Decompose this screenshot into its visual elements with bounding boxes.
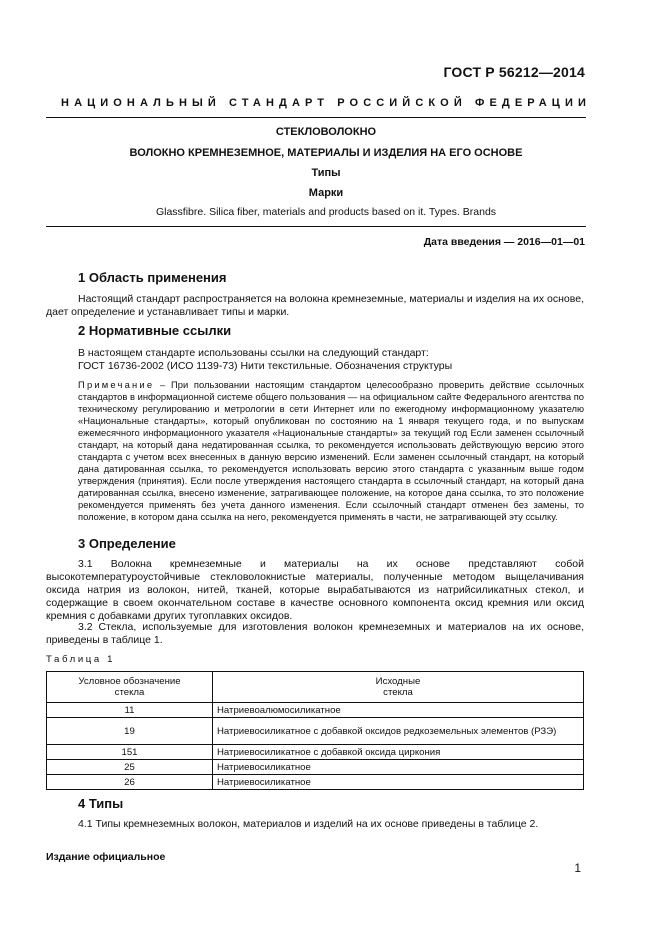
title-types: Типы xyxy=(311,167,341,179)
official-edition-label: Издание официальное xyxy=(46,851,166,863)
section-2-note xyxy=(78,379,584,523)
section-2-heading: 2 Нормативные ссылки xyxy=(78,323,232,338)
title-rule xyxy=(46,226,586,227)
section-1-heading: 1 Область применения xyxy=(78,270,227,285)
table-row xyxy=(47,775,584,790)
table-cell-code: 26 xyxy=(47,775,213,790)
section-2-line-2: ГОСТ 16736-2002 (ИСО 1139-73) Нити текстильные. Обозначения структуры xyxy=(78,360,453,372)
table-cell-glass: Натриевосиликатное с добавкой оксида циркония xyxy=(213,745,584,760)
table-1-label: Таблица 1 xyxy=(46,654,116,665)
section-3-paragraph-1: 3.1 Волокна кремнеземные и материалы на их основе представляют собой высокотемпературоустойчивые стекловолокнистые материалы, полученные методом выщелачивания оксида натрия из волокон, нитей, тканей, которые вырабатываются из натрийсиликатных стекол, и содержащие в своем окончательном составе в качестве основного компонента оксид кремния или оксид кремния с добавками других тугоплавких оксидов. xyxy=(46,558,584,622)
table-header-row xyxy=(47,672,584,703)
title-brands: Марки xyxy=(308,187,344,199)
table-row xyxy=(47,718,584,745)
note-label: Примечание xyxy=(78,379,155,390)
section-4-heading: 4 Типы xyxy=(78,796,124,811)
introduction-date: Дата введения — 2016—01—01 xyxy=(423,236,585,248)
table-row xyxy=(47,703,584,718)
table-cell-code: 25 xyxy=(47,760,213,775)
table-cell-code: 151 xyxy=(47,745,213,760)
section-2-line-1: В настоящем стандарте использованы ссылки на следующий стандарт: xyxy=(78,347,429,359)
note-text: – При пользовании настоящим стандартом целесообразно проверить действие ссылочных стандартов в информационной системе общего пользования — на официальном сайте Федерального агентства по техническому регулированию и метрологии в сети Интернет или по ежегодному информационному указателю «Национальные стандарты», который опубликован по состоянию на 1 января текущего года, и по выпускам ежемесячного информационного указателя «Национальные стандарты» за текущий год Если заменен ссылочный стандарт, на который дана недатированная ссылка, то рекомендуется использовать действующую версию этого стандарта с учетом всех внесенных в данную версию изменений. Если заменен ссылочный стандарт, на который дана датированная ссылка, то рекомендуется использовать версию этого стандарта с указанным выше годом утверждения (принятия). Если после утверждения настоящего стандарта в ссылочный стандарт, на который дана датированная ссылка, внесено изменение, затрагивающее положение, на которое дана ссылка, то это положение рекомендуется применять без учета данного изменения. Если ссылочный стандарт отменен без замены, то положение, в котором дана ссылка на него, рекомендуется применять в части, не затрагивающей эту ссылку. xyxy=(78,379,584,522)
section-1-text: Настоящий стандарт распространяется на волокна кремнеземные, материалы и изделия на их основе, дает определение и устанавливает типы и марки. xyxy=(46,293,584,318)
table-cell-glass: Натриевосиликатное с добавкой оксидов редкоземельных элементов (РЗЭ) xyxy=(213,718,584,745)
table-cell-glass: Натриевосиликатное xyxy=(213,760,584,775)
table-row xyxy=(47,760,584,775)
section-3-heading: 3 Определение xyxy=(78,536,176,551)
standard-banner: НАЦИОНАЛЬНЫЙ СТАНДАРТ РОССИЙСКОЙ ФЕДЕРАЦИИ xyxy=(61,97,591,109)
table-1 xyxy=(46,671,584,790)
table-header-code: Условное обозначение стекла xyxy=(47,672,213,703)
document-code: ГОСТ Р 56212—2014 xyxy=(443,64,585,80)
page-number: 1 xyxy=(574,861,581,875)
table-cell-code: 19 xyxy=(47,718,213,745)
table-header-glass: Исходные стекла xyxy=(213,672,584,703)
table-cell-glass: Натриевосиликатное xyxy=(213,775,584,790)
title-sub: ВОЛОКНО КРЕМНЕЗЕМНОЕ, МАТЕРИАЛЫ И ИЗДЕЛИЯ НА ЕГО ОСНОВЕ xyxy=(129,147,523,159)
table-cell-code: 11 xyxy=(47,703,213,718)
table-row xyxy=(47,745,584,760)
section-3-paragraph-2: 3.2 Стекла, используемые для изготовления волокон кремнеземных и материалов на их основе, приведены в таблице 1. xyxy=(46,621,584,646)
banner-rule xyxy=(46,117,586,118)
title-main: СТЕКЛОВОЛОКНО xyxy=(275,126,377,138)
title-english: Glassfibre. Silica fiber, materials and products based on it. Types. Brands xyxy=(155,206,497,218)
table-cell-glass: Натриевоалюмосиликатное xyxy=(213,703,584,718)
section-4-paragraph-1: 4.1 Типы кремнеземных волокон, материалов и изделий на их основе приведены в таблице 2. xyxy=(78,818,539,830)
